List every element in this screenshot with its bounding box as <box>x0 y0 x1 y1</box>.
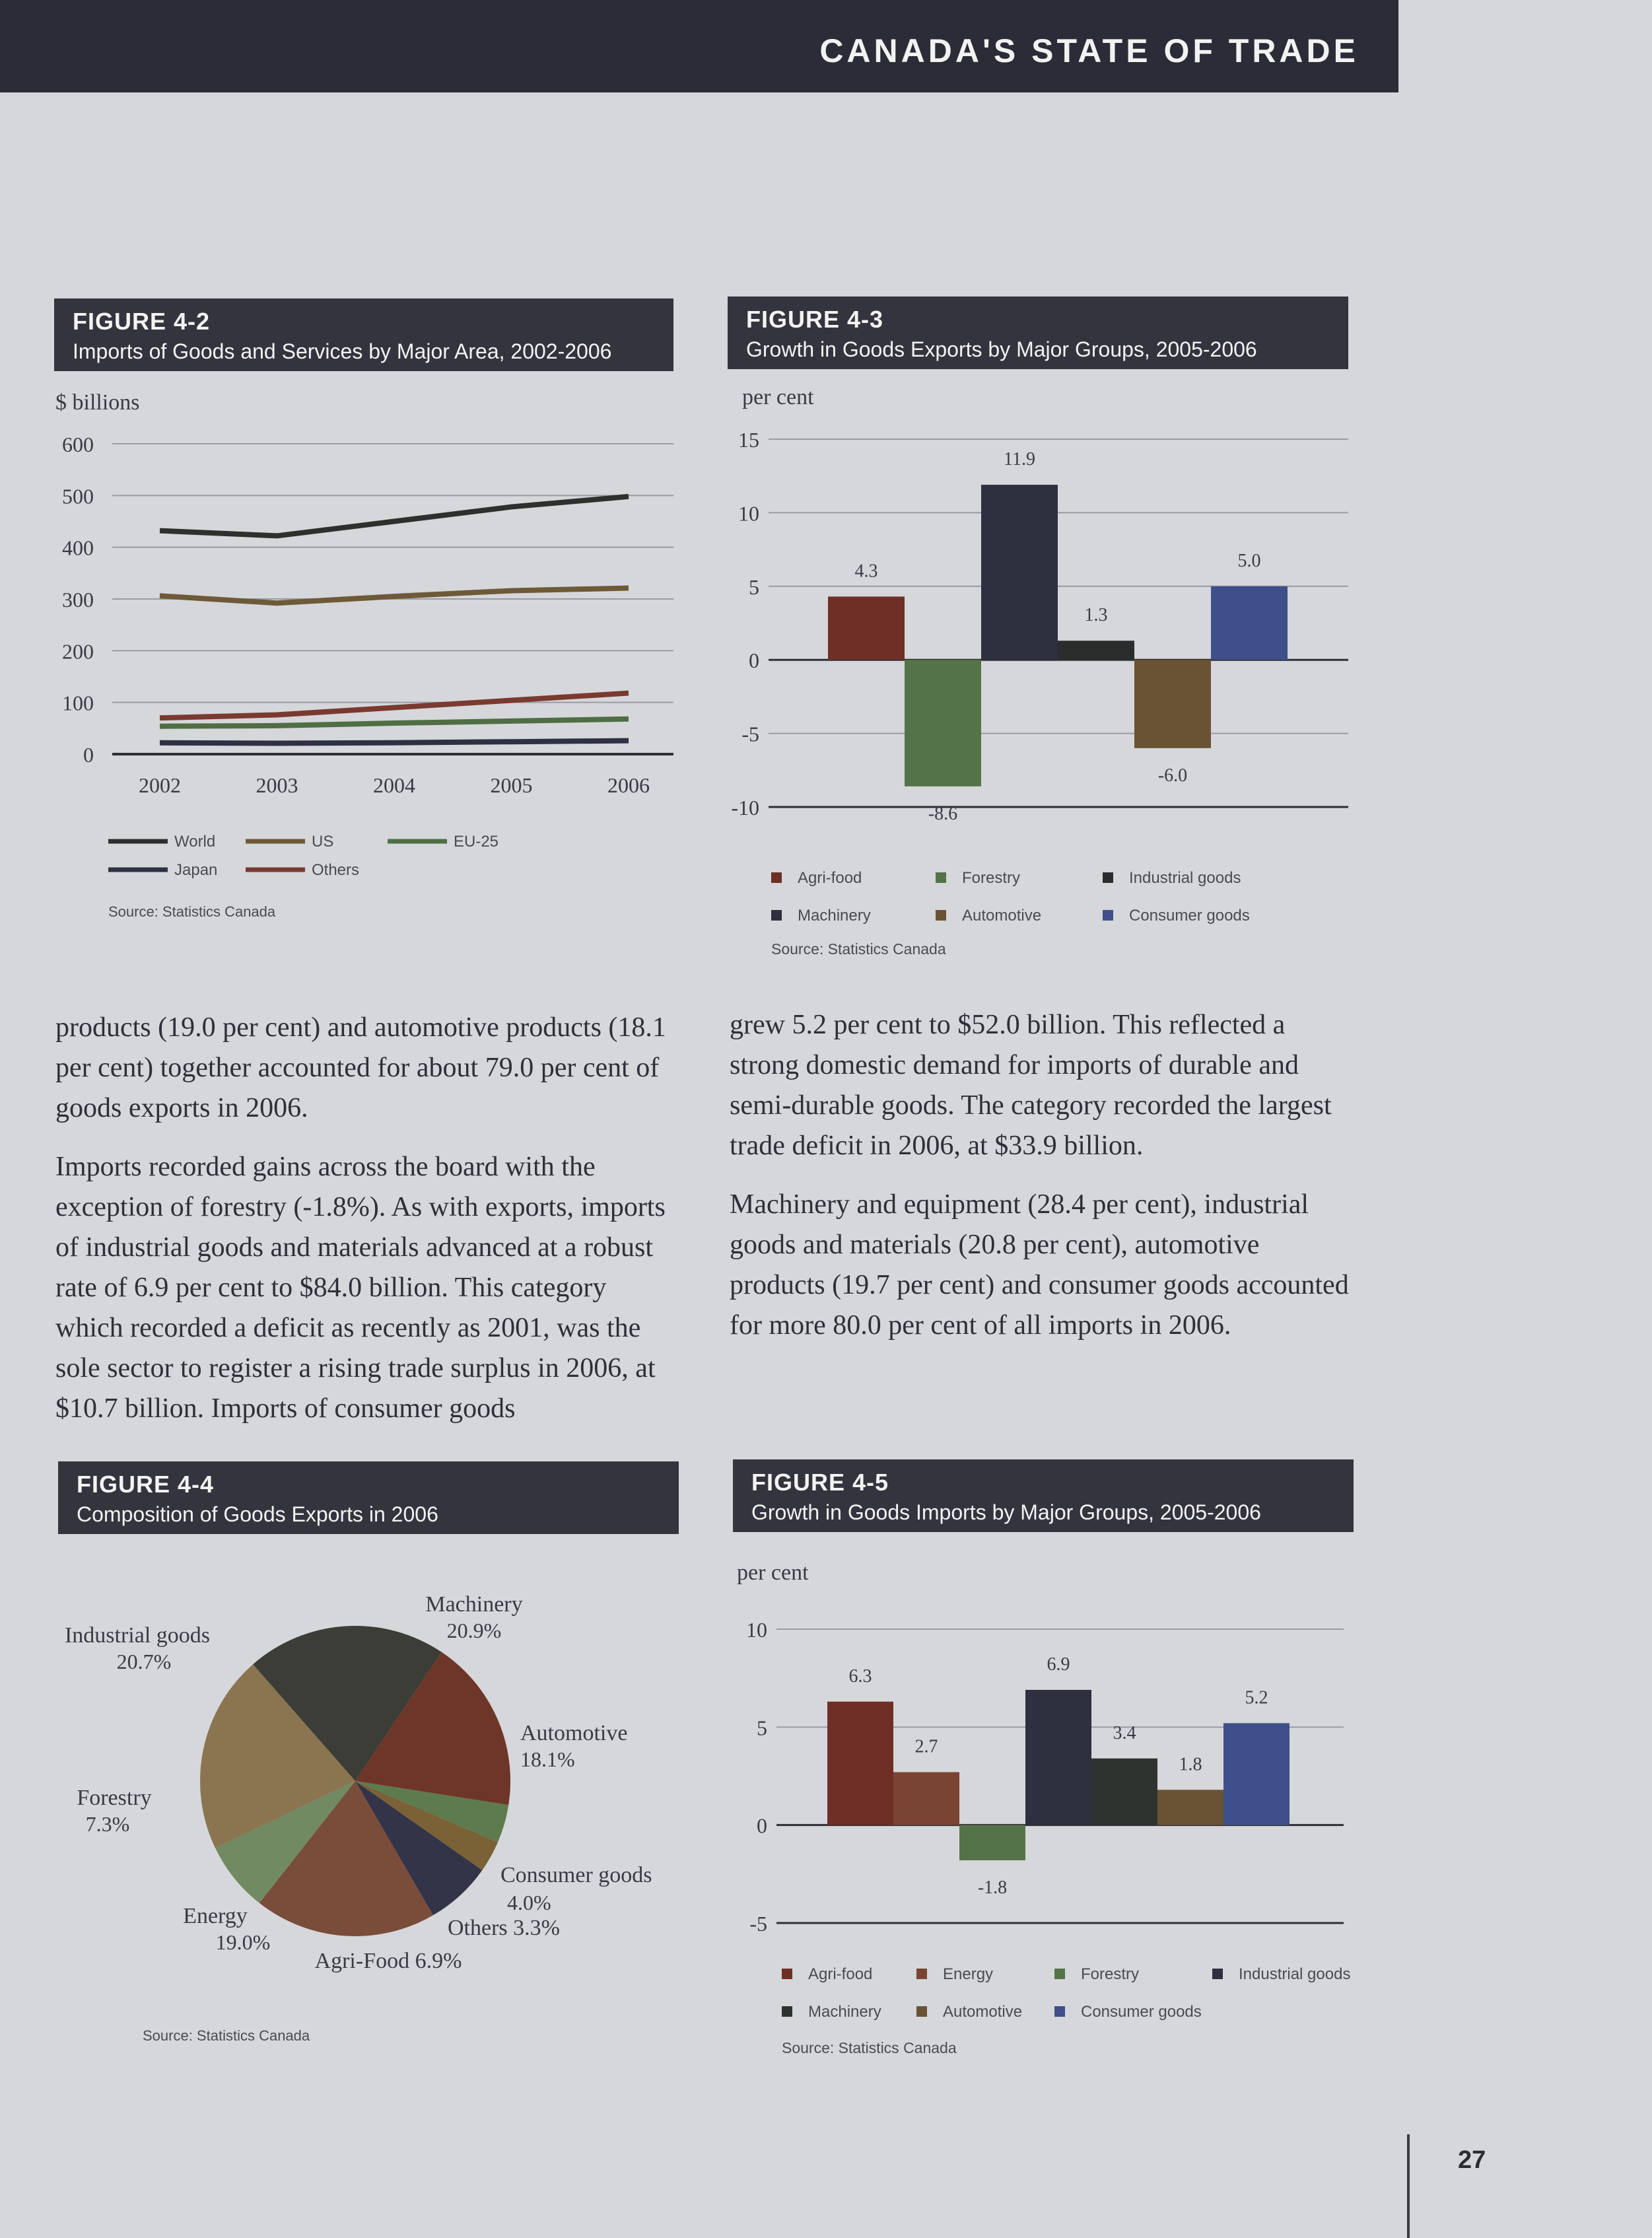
series-line-us <box>160 588 629 604</box>
legend-label: Agri-food <box>808 1965 873 1983</box>
bar-industrial-goods <box>1058 641 1134 660</box>
y-tick-label: 0 <box>749 648 759 673</box>
legend-swatch <box>936 910 946 921</box>
bar-automotive <box>1157 1790 1223 1825</box>
series-line-eu-25 <box>160 719 629 726</box>
figure-4-5-title-box <box>733 1459 1354 1532</box>
chart-svg <box>728 373 1361 967</box>
legend-label: EU-25 <box>454 833 499 851</box>
legend-label: World <box>174 833 216 851</box>
pie-label: Energy <box>183 1904 248 1928</box>
figure-number: FIGURE 4-2 <box>73 308 211 335</box>
data-label: 5.0 <box>1237 550 1261 571</box>
figure-source: Source: Statistics Canada <box>782 2039 957 2056</box>
legend-swatch <box>1054 1969 1065 1979</box>
figure-number: FIGURE 4-5 <box>751 1469 889 1496</box>
pie-label: Machinery <box>425 1592 523 1617</box>
legend-swatch <box>916 2006 927 2017</box>
y-axis-unit-label: per cent <box>742 385 814 409</box>
y-tick-label: 0 <box>83 743 94 767</box>
data-label: -8.6 <box>928 803 958 824</box>
chart-svg <box>54 376 687 938</box>
data-label: 6.9 <box>1047 1654 1070 1675</box>
bar-industrial-goods <box>1025 1690 1091 1825</box>
pie-percent-label: 20.7% <box>116 1650 172 1673</box>
pie-chart-export-composition <box>58 1539 692 2067</box>
legend-label: Machinery <box>808 2003 881 2021</box>
pie-percent-label: 20.9% <box>446 1619 502 1642</box>
line-chart-imports-by-area <box>54 376 687 938</box>
legend-swatch <box>1212 1969 1223 1979</box>
legend-swatch <box>1054 2006 1065 2017</box>
legend-label: Forestry <box>962 869 1021 887</box>
page-number-rule <box>1407 2134 1410 2238</box>
legend-swatch <box>916 1969 927 1979</box>
legend-label: Agri-food <box>798 869 862 887</box>
figure-caption: Growth in Goods Exports by Major Groups, 2005-2006 <box>746 337 1257 361</box>
legend-label: US <box>312 833 334 851</box>
legend-label: Japan <box>174 861 218 879</box>
y-tick-label: 500 <box>62 484 94 508</box>
data-label: 2.7 <box>914 1736 938 1757</box>
legend-label: Automotive <box>962 907 1042 925</box>
x-tick-label: 2006 <box>607 773 650 797</box>
bar-forestry <box>959 1825 1025 1860</box>
y-tick-label: 400 <box>62 536 94 560</box>
chart-svg <box>733 1535 1367 2077</box>
body-text-left <box>55 1008 676 1448</box>
y-tick-label: 200 <box>62 639 94 664</box>
figure-number: FIGURE 4-3 <box>746 306 884 333</box>
legend-label: Forestry <box>1081 1965 1140 1983</box>
legend-swatch <box>1103 872 1113 883</box>
data-label: -1.8 <box>977 1877 1008 1899</box>
series-line-world <box>160 497 629 536</box>
y-tick-label: 300 <box>62 588 94 612</box>
bar-consumer-goods <box>1211 586 1288 660</box>
data-label: -6.0 <box>1157 765 1188 786</box>
figure-caption: Composition of Goods Exports in 2006 <box>77 1502 438 1526</box>
x-tick-label: 2004 <box>373 773 415 797</box>
header-band <box>0 0 1398 92</box>
paragraph: grew 5.2 per cent to $52.0 billion. This reflected a strong domestic demand for imports of durable and semi-durable goods. The category recorded the largest trade deficit in 2006, at $33.9 billion. <box>730 1010 1332 1161</box>
bar-machinery <box>981 485 1058 660</box>
y-axis-unit-label: per cent <box>737 1560 809 1585</box>
pie-percent-label: 4.0% <box>507 1891 551 1914</box>
pie-label: Forestry <box>77 1786 152 1810</box>
pie-percent-label: 18.1% <box>520 1747 575 1771</box>
bar-forestry <box>905 660 981 787</box>
pie-percent-label: 19.0% <box>215 1930 271 1954</box>
y-tick-label: 15 <box>738 428 759 452</box>
pie-label: Agri-Food 6.9% <box>314 1949 462 1973</box>
legend-label: Automotive <box>943 2003 1023 2021</box>
y-tick-label: 100 <box>62 691 94 715</box>
body-text-right <box>730 1005 1350 1364</box>
bar-chart-import-growth <box>733 1535 1367 2077</box>
x-tick-label: 2002 <box>139 773 181 797</box>
y-tick-label: 10 <box>738 501 759 526</box>
paragraph: Imports recorded gains across the board with the exception of forestry (-1.8%). As with exports, imports of industrial goods and materials advanced at a robust rate of 6.9 per cent to $84.0 billion. This category which recorded a deficit as recently as 2001, was the sole sector to register a rising trade surplus in 2006, at $10.7 billion. Imports of consumer goods <box>55 1152 666 1424</box>
figure-4-4-title-box <box>58 1461 679 1534</box>
figure-source: Source: Statistics Canada <box>771 940 946 958</box>
figure-4-2-title-box <box>54 298 673 371</box>
legend-swatch <box>782 2006 792 2017</box>
pie-label: Others 3.3% <box>448 1916 560 1940</box>
bar-automotive <box>1134 660 1211 748</box>
y-tick-label: -5 <box>749 1912 767 1936</box>
figure-source: Source: Statistics Canada <box>108 903 276 920</box>
legend-label: Consumer goods <box>1129 907 1250 925</box>
y-tick-label: -5 <box>741 722 759 746</box>
chart-svg <box>58 1539 692 2067</box>
figure-caption: Imports of Goods and Services by Major Area, 2002-2006 <box>73 339 612 363</box>
legend-swatch <box>771 910 782 921</box>
bar-agri-food <box>827 1702 893 1825</box>
running-header-title: CANADA'S STATE OF TRADE <box>819 32 1359 69</box>
data-label: 5.2 <box>1245 1687 1268 1708</box>
series-line-japan <box>160 741 629 744</box>
data-label: 3.4 <box>1113 1722 1136 1743</box>
legend-label: Industrial goods <box>1129 869 1241 887</box>
bar-chart-export-growth <box>728 373 1361 967</box>
legend-label: Consumer goods <box>1081 2003 1202 2021</box>
series-line-others <box>160 693 629 718</box>
figure-caption: Growth in Goods Imports by Major Groups, 2005-2006 <box>751 1500 1261 1524</box>
legend-label: Machinery <box>798 907 871 925</box>
legend-swatch <box>782 1969 792 1979</box>
figure-4-3-title-box <box>728 297 1348 369</box>
x-tick-label: 2003 <box>256 773 298 797</box>
legend-swatch <box>936 872 946 883</box>
x-tick-label: 2005 <box>490 773 533 797</box>
paragraph: Machinery and equipment (28.4 per cent), industrial goods and materials (20.8 per cent), automotive products (19.7 per cent) and consumer goods accounted for more 80.0 per cent of all imports in 2006. <box>730 1189 1349 1341</box>
y-axis-unit-label: $ billions <box>55 390 140 415</box>
y-tick-label: 0 <box>757 1813 767 1838</box>
legend-label: Energy <box>943 1965 994 1983</box>
data-label: 11.9 <box>1004 449 1035 470</box>
page-number: 27 <box>1458 2146 1486 2174</box>
data-label: 1.3 <box>1084 605 1108 626</box>
y-tick-label: 600 <box>62 433 94 456</box>
pie-label: Automotive <box>520 1721 628 1745</box>
legend-swatch <box>771 872 782 883</box>
bar-agri-food <box>828 596 905 660</box>
bar-energy <box>893 1772 959 1825</box>
figure-number: FIGURE 4-4 <box>77 1471 215 1498</box>
pie-label: Consumer goods <box>500 1863 652 1887</box>
pie-percent-label: 7.3% <box>85 1812 130 1836</box>
legend-label: Industrial goods <box>1239 1965 1351 1983</box>
legend-swatch <box>1103 910 1113 921</box>
data-label: 4.3 <box>854 561 878 582</box>
bar-consumer-goods <box>1223 1723 1290 1825</box>
y-tick-label: -10 <box>731 796 759 820</box>
y-tick-label: 10 <box>746 1618 767 1642</box>
figure-source: Source: Statistics Canada <box>143 2027 310 2044</box>
bar-machinery <box>1091 1759 1157 1825</box>
data-label: 6.3 <box>848 1665 872 1687</box>
legend-label: Others <box>312 861 360 879</box>
data-label: 1.8 <box>1179 1754 1202 1775</box>
y-tick-label: 5 <box>757 1716 767 1740</box>
pie-label: Industrial goods <box>64 1623 211 1648</box>
paragraph: products (19.0 per cent) and automotive products (18.1 per cent) together accounted for about 79.0 per cent of goods exports in 2006. <box>55 1012 666 1123</box>
y-tick-label: 5 <box>749 575 759 599</box>
